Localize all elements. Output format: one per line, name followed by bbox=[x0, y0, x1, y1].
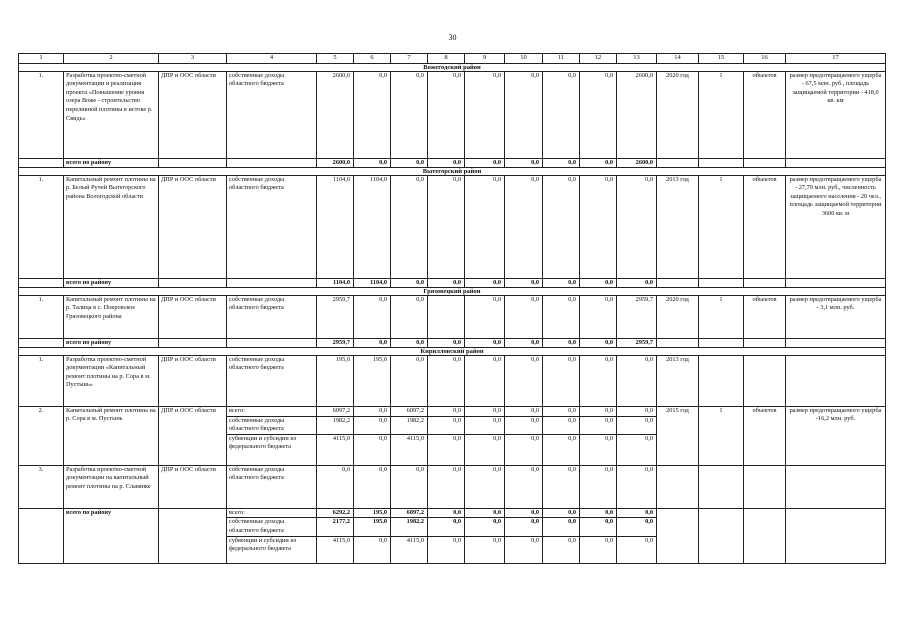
value-cell: 0,0 bbox=[580, 355, 617, 406]
value-cell: 0,0 bbox=[505, 338, 543, 347]
value-cell: 0,0 bbox=[428, 278, 465, 287]
value-cell: 0,0 bbox=[354, 536, 391, 563]
result-indicator: размер предотвращаемого ущерба -16,2 млн. руб. bbox=[786, 406, 886, 465]
row-number: 2. bbox=[19, 406, 64, 465]
value-cell: 0,0 bbox=[505, 518, 543, 536]
row-number: 1. bbox=[19, 71, 64, 158]
value-cell: 0,0 bbox=[543, 434, 580, 465]
value-cell: 195,0 bbox=[354, 508, 391, 518]
executor: ДПР и ООС области bbox=[159, 295, 227, 338]
value-cell: 0,0 bbox=[465, 71, 505, 158]
value-cell: 0,0 bbox=[354, 71, 391, 158]
value-cell: 0,0 bbox=[428, 158, 465, 167]
value-cell: 0,0 bbox=[617, 434, 657, 465]
value-cell: 6097,2 bbox=[391, 406, 428, 416]
column-number: 13 bbox=[617, 54, 657, 64]
column-number: 10 bbox=[505, 54, 543, 64]
value-cell: 0,0 bbox=[580, 518, 617, 536]
measure-name: Разработка проектно-сметной документации и реализация проекта «Повышение уровня озера Воже - строительство переливной плотины в истоке р. Свидь» bbox=[64, 71, 159, 158]
region-total bbox=[19, 278, 886, 287]
empty-cell bbox=[159, 278, 227, 287]
completion-year: 2013 год bbox=[657, 355, 699, 406]
measure-name: Капитальный ремонт плотины на р. Талица в с. Покровское Грязовецкого района bbox=[64, 295, 159, 338]
table-row bbox=[19, 71, 886, 158]
value-cell: 0,0 bbox=[465, 434, 505, 465]
executor: ДПР и ООС области bbox=[159, 465, 227, 508]
value-cell: 0,0 bbox=[428, 175, 465, 278]
value-cell: 0,0 bbox=[428, 434, 465, 465]
value-cell: 0,0 bbox=[617, 416, 657, 434]
value-cell: 6097,2 bbox=[391, 508, 428, 518]
empty-cell bbox=[19, 278, 64, 287]
empty-cell bbox=[227, 278, 317, 287]
column-number: 8 bbox=[428, 54, 465, 64]
value-cell: 0,0 bbox=[617, 355, 657, 406]
row-number: 1. bbox=[19, 295, 64, 338]
region-name: Вытегорский район bbox=[19, 167, 886, 175]
value-cell: 0,0 bbox=[543, 338, 580, 347]
empty-cell bbox=[786, 278, 886, 287]
empty-cell bbox=[699, 355, 744, 406]
funding-source: субвенции и субсидии из федерального бюджета bbox=[227, 434, 317, 465]
total-label: всего по району bbox=[64, 278, 159, 287]
result-indicator: размер предотвращаемого ущерба - 27,79 млн. руб., численность защищаемого населения - 20 чел., площадь защищаемой территории 3600 кв. м bbox=[786, 175, 886, 278]
measure-name: Капитальный ремонт плотины на р. Белый Ручей Вытегорского района Вологодской области bbox=[64, 175, 159, 278]
unit: объектов bbox=[744, 406, 786, 465]
region-name: Грязовецкий район bbox=[19, 287, 886, 295]
value-cell: 0,0 bbox=[428, 508, 465, 518]
value-cell: 0,0 bbox=[543, 355, 580, 406]
empty-cell bbox=[657, 158, 699, 167]
region-header bbox=[19, 167, 886, 175]
value-cell: 0,0 bbox=[505, 175, 543, 278]
value-cell: 2600,0 bbox=[617, 71, 657, 158]
funding-source: собственные доходы областного бюджета bbox=[227, 175, 317, 278]
funding-source: собственные доходы областного бюджета bbox=[227, 416, 317, 434]
value-cell: 2959,7 bbox=[317, 295, 354, 338]
empty-cell bbox=[744, 158, 786, 167]
value-cell: 0,0 bbox=[580, 175, 617, 278]
value-cell: 0,0 bbox=[354, 295, 391, 338]
total-label: всего по району bbox=[64, 508, 159, 563]
value-cell: 0,0 bbox=[580, 406, 617, 416]
value-cell: 0,0 bbox=[580, 465, 617, 508]
region-header bbox=[19, 63, 886, 71]
value-cell: 0,0 bbox=[465, 518, 505, 536]
value-cell: 0,0 bbox=[465, 536, 505, 563]
value-cell: 0,0 bbox=[428, 416, 465, 434]
completion-year: 2020 год bbox=[657, 71, 699, 158]
completion-year: 2015 год bbox=[657, 406, 699, 465]
column-number: 16 bbox=[744, 54, 786, 64]
funding-source: собственные доходы областного бюджета bbox=[227, 518, 317, 536]
value-cell: 0,0 bbox=[391, 338, 428, 347]
value-cell: 2177,2 bbox=[317, 518, 354, 536]
executor: ДПР и ООС области bbox=[159, 71, 227, 158]
value-cell: 0,0 bbox=[580, 338, 617, 347]
empty-cell bbox=[744, 338, 786, 347]
value-cell: 6292,2 bbox=[317, 508, 354, 518]
value-cell: 0,0 bbox=[465, 295, 505, 338]
value-cell: 0,0 bbox=[428, 338, 465, 347]
empty-cell bbox=[786, 338, 886, 347]
value-cell: 4115,0 bbox=[391, 536, 428, 563]
row-number: 1. bbox=[19, 175, 64, 278]
column-number-row bbox=[19, 54, 886, 64]
value-cell: 0,0 bbox=[465, 406, 505, 416]
measure-name: Разработка проектно-сметной документации «Капитальный ремонт плотины на р. Сора в м. Пустынь» bbox=[64, 355, 159, 406]
value-cell: 0,0 bbox=[543, 295, 580, 338]
value-cell: 1982,2 bbox=[391, 518, 428, 536]
region-name: Кирилловский район bbox=[19, 347, 886, 355]
value-cell: 0,0 bbox=[354, 416, 391, 434]
value-cell: 195,0 bbox=[354, 355, 391, 406]
value-cell: 0,0 bbox=[391, 295, 428, 338]
funding-source: собственные доходы областного бюджета bbox=[227, 295, 317, 338]
value-cell: 1104,0 bbox=[317, 175, 354, 278]
column-number: 15 bbox=[699, 54, 744, 64]
funding-source: субвенции и субсидии из федерального бюджета bbox=[227, 536, 317, 563]
value-cell: 4115,0 bbox=[317, 434, 354, 465]
completion-year: 2020 год bbox=[657, 295, 699, 338]
executor: ДПР и ООС области bbox=[159, 406, 227, 465]
value-cell: 0,0 bbox=[391, 158, 428, 167]
value-cell: 0,0 bbox=[543, 158, 580, 167]
value-cell: 0,0 bbox=[428, 355, 465, 406]
empty-cell bbox=[657, 278, 699, 287]
total-label: всего по району bbox=[64, 158, 159, 167]
region-total bbox=[19, 508, 886, 518]
value-cell: 0,0 bbox=[354, 158, 391, 167]
executor: ДПР и ООС области bbox=[159, 355, 227, 406]
row-number: 1. bbox=[19, 355, 64, 406]
value-cell: 0,0 bbox=[617, 518, 657, 536]
empty-cell bbox=[227, 338, 317, 347]
value-cell: 0,0 bbox=[505, 508, 543, 518]
value-cell: 0,0 bbox=[617, 175, 657, 278]
empty-cell bbox=[19, 338, 64, 347]
value-cell: 0,0 bbox=[354, 465, 391, 508]
value-cell: 0,0 bbox=[543, 465, 580, 508]
value-cell: 0,0 bbox=[505, 536, 543, 563]
value-cell: 0,0 bbox=[543, 416, 580, 434]
executor: ДПР и ООС области bbox=[159, 175, 227, 278]
value-cell: 0,0 bbox=[617, 465, 657, 508]
value-cell: 0,0 bbox=[465, 465, 505, 508]
table-row bbox=[19, 406, 886, 416]
object-count: 1 bbox=[699, 71, 744, 158]
table-row bbox=[19, 295, 886, 338]
value-cell: 4115,0 bbox=[391, 434, 428, 465]
value-cell: 0,0 bbox=[428, 518, 465, 536]
value-cell: 0,0 bbox=[465, 355, 505, 406]
value-cell: 0,0 bbox=[580, 508, 617, 518]
value-cell: 2600,0 bbox=[617, 158, 657, 167]
value-cell: 0,0 bbox=[505, 416, 543, 434]
empty-cell bbox=[786, 355, 886, 406]
column-number: 3 bbox=[159, 54, 227, 64]
total-label: всего по району bbox=[64, 338, 159, 347]
value-cell: 0,0 bbox=[465, 158, 505, 167]
unit: объектов bbox=[744, 71, 786, 158]
empty-cell bbox=[786, 158, 886, 167]
value-cell: 0,0 bbox=[391, 71, 428, 158]
empty-cell bbox=[657, 338, 699, 347]
measure-name: Разработка проектно-сметной документации на капитальный ремонт плотины на р. Славянке bbox=[64, 465, 159, 508]
value-cell: 0,0 bbox=[391, 465, 428, 508]
program-table bbox=[18, 53, 886, 564]
region-name: Вожегодский район bbox=[19, 63, 886, 71]
unit: объектов bbox=[744, 295, 786, 338]
empty-cell bbox=[699, 508, 744, 563]
value-cell: 0,0 bbox=[465, 338, 505, 347]
value-cell: 1104,0 bbox=[317, 278, 354, 287]
column-number: 9 bbox=[465, 54, 505, 64]
value-cell: 0,0 bbox=[617, 278, 657, 287]
value-cell: 1982,2 bbox=[391, 416, 428, 434]
column-number: 14 bbox=[657, 54, 699, 64]
measure-name: Капитальный ремонт плотины на р. Сора в м. Пустынь bbox=[64, 406, 159, 465]
empty-cell bbox=[657, 465, 699, 508]
value-cell: 6097,2 bbox=[317, 406, 354, 416]
column-number: 12 bbox=[580, 54, 617, 64]
value-cell: 2959,7 bbox=[617, 338, 657, 347]
page-number: 30 bbox=[448, 33, 457, 42]
empty-cell bbox=[699, 158, 744, 167]
value-cell: 0,0 bbox=[617, 508, 657, 518]
funding-source: собственные доходы областного бюджета bbox=[227, 71, 317, 158]
value-cell: 0,0 bbox=[580, 536, 617, 563]
value-cell: 0,0 bbox=[543, 278, 580, 287]
value-cell: 0,0 bbox=[505, 71, 543, 158]
value-cell: 0,0 bbox=[465, 175, 505, 278]
funding-source: собственные доходы областного бюджета bbox=[227, 465, 317, 508]
value-cell: 0,0 bbox=[543, 518, 580, 536]
object-count: 1 bbox=[699, 295, 744, 338]
object-count: 1 bbox=[699, 406, 744, 465]
value-cell: 195,0 bbox=[354, 518, 391, 536]
value-cell: 0,0 bbox=[580, 158, 617, 167]
value-cell: 0,0 bbox=[391, 355, 428, 406]
completion-year: 2013 год bbox=[657, 175, 699, 278]
value-cell: 1982,2 bbox=[317, 416, 354, 434]
value-cell: 0,0 bbox=[354, 434, 391, 465]
column-number: 7 bbox=[391, 54, 428, 64]
funding-source: всего: bbox=[227, 406, 317, 416]
column-number: 5 bbox=[317, 54, 354, 64]
empty-cell bbox=[699, 278, 744, 287]
empty-cell bbox=[19, 508, 64, 563]
unit: объектов bbox=[744, 175, 786, 278]
column-number: 11 bbox=[543, 54, 580, 64]
region-total bbox=[19, 338, 886, 347]
value-cell: 0,0 bbox=[505, 434, 543, 465]
value-cell: 0,0 bbox=[465, 278, 505, 287]
result-indicator: размер предотвращаемого ущерба - 67,5 млн. руб., площадь защищаемой территории - 418,0 кв. км bbox=[786, 71, 886, 158]
value-cell: 0,0 bbox=[580, 416, 617, 434]
value-cell: 0,0 bbox=[505, 278, 543, 287]
value-cell: 0,0 bbox=[391, 278, 428, 287]
empty-cell bbox=[657, 508, 699, 563]
value-cell: 0,0 bbox=[505, 406, 543, 416]
column-number: 4 bbox=[227, 54, 317, 64]
value-cell: 0,0 bbox=[543, 536, 580, 563]
funding-source: собственные доходы областного бюджета bbox=[227, 355, 317, 406]
empty-cell bbox=[786, 465, 886, 508]
value-cell: 0,0 bbox=[428, 406, 465, 416]
value-cell: 0,0 bbox=[428, 465, 465, 508]
value-cell: 1104,0 bbox=[354, 278, 391, 287]
empty-cell bbox=[227, 158, 317, 167]
value-cell: 0,0 bbox=[354, 406, 391, 416]
empty-cell bbox=[699, 338, 744, 347]
empty-cell bbox=[744, 355, 786, 406]
value-cell: 1104,0 bbox=[354, 175, 391, 278]
table-row bbox=[19, 465, 886, 508]
object-count: 1 bbox=[699, 175, 744, 278]
value-cell: 0,0 bbox=[505, 465, 543, 508]
value-cell: 0,0 bbox=[428, 536, 465, 563]
empty-cell bbox=[159, 508, 227, 563]
empty-cell bbox=[744, 278, 786, 287]
value-cell bbox=[428, 295, 465, 338]
column-number: 17 bbox=[786, 54, 886, 64]
value-cell: 195,0 bbox=[317, 355, 354, 406]
table-row bbox=[19, 355, 886, 406]
empty-cell bbox=[159, 338, 227, 347]
value-cell: 0,0 bbox=[580, 295, 617, 338]
value-cell: 0,0 bbox=[505, 295, 543, 338]
value-cell: 0,0 bbox=[617, 536, 657, 563]
column-number: 6 bbox=[354, 54, 391, 64]
column-number: 2 bbox=[64, 54, 159, 64]
value-cell: 0,0 bbox=[543, 508, 580, 518]
value-cell: 0,0 bbox=[580, 278, 617, 287]
value-cell: 0,0 bbox=[428, 71, 465, 158]
empty-cell bbox=[744, 508, 786, 563]
value-cell: 0,0 bbox=[317, 465, 354, 508]
value-cell: 0,0 bbox=[580, 71, 617, 158]
value-cell: 2959,7 bbox=[617, 295, 657, 338]
value-cell: 0,0 bbox=[543, 406, 580, 416]
value-cell: 4115,0 bbox=[317, 536, 354, 563]
value-cell: 0,0 bbox=[617, 406, 657, 416]
value-cell: 2959,7 bbox=[317, 338, 354, 347]
empty-cell bbox=[159, 158, 227, 167]
empty-cell bbox=[744, 465, 786, 508]
value-cell: 0,0 bbox=[391, 175, 428, 278]
result-indicator: размер предотвращаемого ущерба - 3,1 млн. руб. bbox=[786, 295, 886, 338]
region-header bbox=[19, 347, 886, 355]
value-cell: 0,0 bbox=[580, 434, 617, 465]
value-cell: 0,0 bbox=[465, 416, 505, 434]
value-cell: 0,0 bbox=[505, 158, 543, 167]
row-number: 3. bbox=[19, 465, 64, 508]
value-cell: 2600,0 bbox=[317, 71, 354, 158]
region-header bbox=[19, 287, 886, 295]
column-number: 1 bbox=[19, 54, 64, 64]
empty-cell bbox=[19, 158, 64, 167]
value-cell: 0,0 bbox=[543, 175, 580, 278]
value-cell: 0,0 bbox=[465, 508, 505, 518]
value-cell: 0,0 bbox=[543, 71, 580, 158]
table-row bbox=[19, 175, 886, 278]
empty-cell bbox=[699, 465, 744, 508]
value-cell: 0,0 bbox=[505, 355, 543, 406]
region-total bbox=[19, 158, 886, 167]
empty-cell bbox=[786, 508, 886, 563]
value-cell: 0,0 bbox=[354, 338, 391, 347]
value-cell: 2600,0 bbox=[317, 158, 354, 167]
funding-source: всего: bbox=[227, 508, 317, 518]
